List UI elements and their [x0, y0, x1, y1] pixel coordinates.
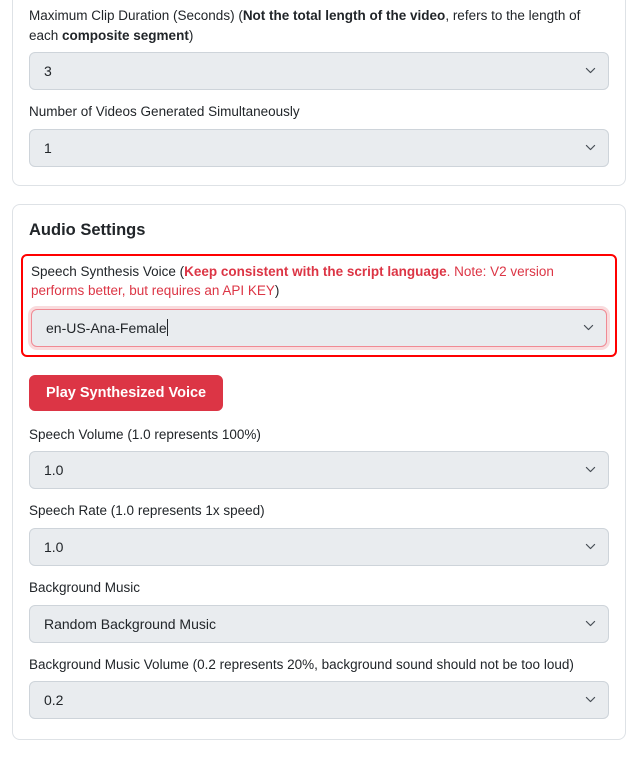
speech-rate-label: Speech Rate (1.0 represents 1x speed) — [29, 503, 265, 519]
speech-voice-highlight-group — [21, 254, 617, 357]
background-music-volume-field — [29, 655, 609, 720]
background-music-volume-value: 0.2 — [44, 692, 64, 709]
chevron-down-icon — [585, 65, 596, 76]
background-music-select[interactable] — [29, 605, 609, 643]
simultaneous-videos-select[interactable] — [29, 129, 609, 167]
speech-rate-select[interactable] — [29, 528, 609, 566]
simultaneous-videos-label: Number of Videos Generated Simultaneously — [29, 104, 300, 120]
chevron-down-icon — [585, 464, 596, 475]
speech-voice-select[interactable] — [31, 309, 607, 347]
speech-rate-field — [29, 501, 609, 566]
background-music-label: Background Music — [29, 579, 141, 595]
simultaneous-videos-value: 1 — [44, 139, 52, 156]
audio-settings-card — [12, 204, 626, 740]
clip-duration-select[interactable] — [29, 52, 609, 90]
video-settings-card — [12, 0, 626, 186]
chevron-down-icon — [585, 618, 596, 629]
speech-volume-select[interactable] — [29, 451, 609, 489]
speech-volume-field — [29, 425, 609, 490]
clip-duration-value: 3 — [44, 63, 52, 80]
speech-rate-value: 1.0 — [44, 538, 64, 555]
simultaneous-videos-field — [29, 102, 609, 167]
chevron-down-icon — [583, 322, 594, 333]
chevron-down-icon — [585, 541, 596, 552]
speech-volume-label: Speech Volume (1.0 represents 100%) — [29, 426, 261, 442]
speech-volume-value: 1.0 — [44, 462, 64, 479]
chevron-down-icon — [585, 694, 596, 705]
speech-voice-value: en-US-Ana-Female — [46, 319, 167, 336]
play-synthesized-voice-button[interactable]: Play Synthesized Voice — [29, 375, 223, 411]
clip-duration-field — [29, 6, 609, 90]
audio-settings-title: Audio Settings — [29, 220, 146, 239]
speech-voice-label: Speech Synthesis Voice (Keep consistent with the script language. Note: V2 version performs better, but requires an API KEY) — [31, 263, 554, 299]
chevron-down-icon — [585, 142, 596, 153]
clip-duration-label: Maximum Clip Duration (Seconds) (Not the total length of the video, refers to the length of each composite segment) — [29, 8, 581, 43]
background-music-field — [29, 578, 609, 643]
background-music-volume-select[interactable] — [29, 681, 609, 719]
text-caret — [167, 319, 168, 336]
background-music-value: Random Background Music — [44, 615, 216, 632]
background-music-volume-label: Background Music Volume (0.2 represents 20%, background sound should not be too loud) — [29, 656, 574, 672]
